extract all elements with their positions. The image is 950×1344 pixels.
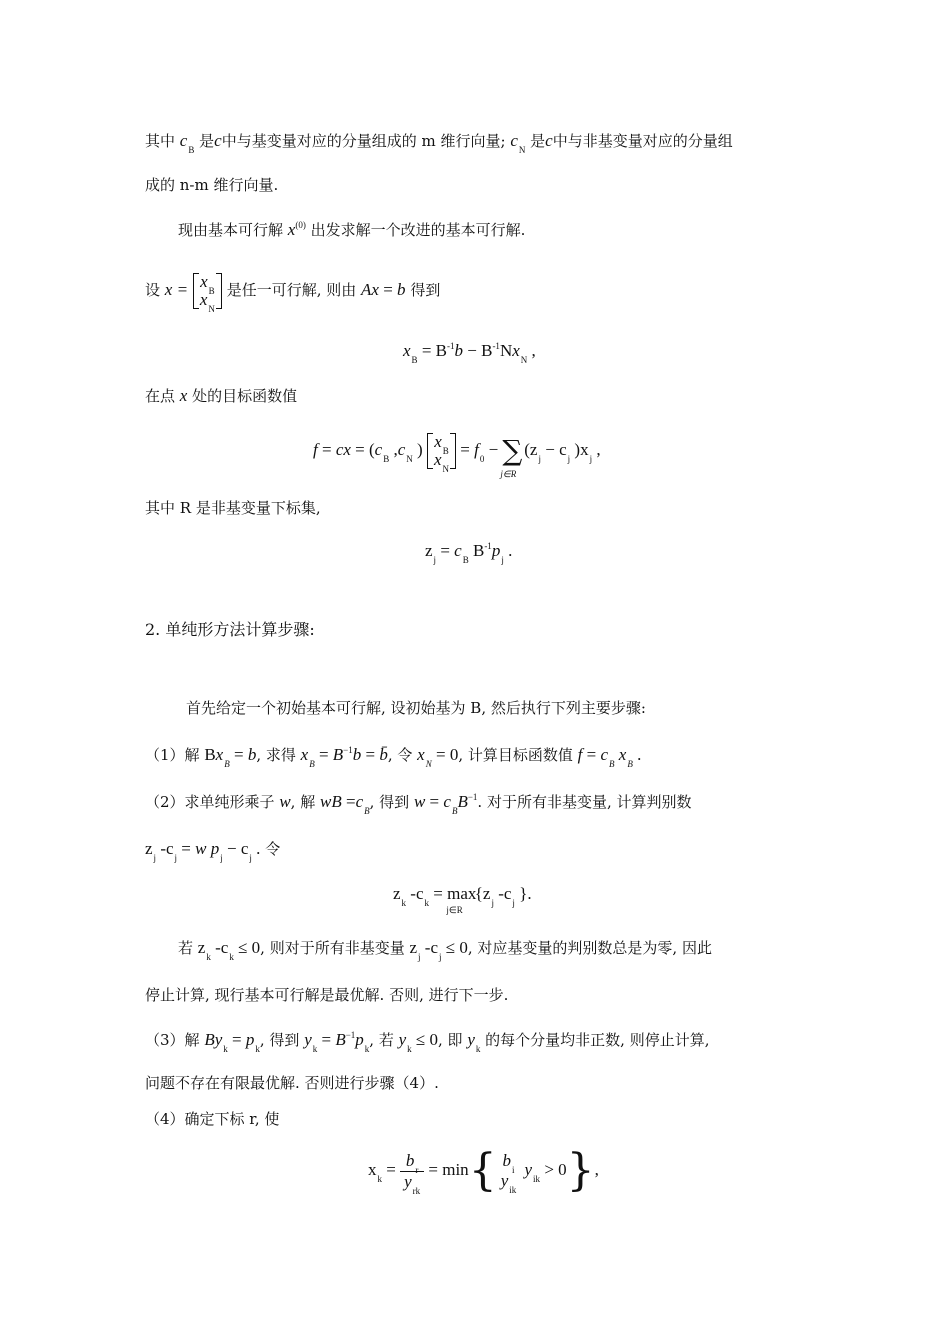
section-heading-simplex-steps: 2. 单纯形方法计算步骤:: [145, 620, 315, 639]
para-intro: 首先给定一个初始基本可行解, 设初始基为 B, 然后执行下列主要步骤:: [186, 699, 646, 717]
formula-x-eq: x =: [164, 280, 189, 299]
formula-w-cb-binv: $w = c_BB^{-1}$: [413, 792, 478, 816]
step-2-label: （2）求单纯形乘子: [145, 793, 275, 811]
step-1: [145, 745, 642, 769]
text-basic-zero: , 对应基变量的判别数总是为零, 因此: [467, 939, 712, 957]
text-compute-criterion: . 对于所有非基变量, 计算判别数: [477, 793, 692, 811]
formula-ratio-test: $x_k$ = $\frac{b_r}{y_{rk}}$ = min{ $b_i$ $y_{ik}$ $y_{ik} > 0$},: [368, 1145, 599, 1196]
para-unbounded: 问题不存在有限最优解. 否则进行步骤（4）.: [145, 1074, 439, 1092]
formula-zj: $z_j = c_B$ $B^{-1}p_j$ .: [425, 541, 513, 565]
formula-zj-cj: $z_j$ $-c_j = w$ $p_j - c_j$ .: [145, 839, 261, 863]
formula-byk-pk: $By_k = p_k$: [204, 1030, 260, 1054]
para-optimality: [178, 938, 712, 962]
formula-xn-zero: $x_N = 0$: [417, 745, 459, 769]
formula-zk-ck-le0: $z_k$ $-c_k \le 0$: [197, 938, 261, 962]
text-start-rest: 出发求解一个改进的基本可行解.: [310, 221, 526, 239]
text-all-nonbasic: , 则对于所有非基变量: [260, 939, 405, 957]
text-get: 得到: [410, 281, 441, 299]
para-stop-optimal: 停止计算, 现行基本可行解是最优解. 否则, 进行下一步.: [145, 986, 509, 1004]
text-at-point: 在点: [145, 387, 176, 405]
text-if-2: , 若: [369, 1031, 394, 1049]
step-3-label: （3）解: [145, 1031, 200, 1049]
para-objective-at-x: [145, 386, 297, 406]
formula-x0: $x^{(0)}$: [287, 220, 306, 239]
text-get-3: , 得到: [259, 1031, 300, 1049]
formula-w: w: [279, 792, 291, 811]
step-3: [145, 1030, 710, 1054]
sum-sign: ∑: [502, 434, 523, 467]
text-set: , 令: [387, 746, 413, 764]
formula-yk-binv-pk: $y_k = B^{-1}p_k$: [304, 1030, 370, 1054]
text-get-2: , 得到: [369, 793, 410, 811]
fraction-br-yrk: $\frac{b_r}{y_{rk}}$: [400, 1151, 424, 1192]
text-solve: , 解: [290, 793, 316, 811]
para-cn-definition-cont: 成的 n-m 维行向量.: [145, 176, 279, 194]
text-ling: 令: [265, 840, 281, 858]
formula-x-point: x: [179, 386, 188, 405]
formula-zj-cj-le0: $z_j$ $-c_j \le 0$: [409, 938, 468, 962]
text-let: 设: [145, 281, 161, 299]
text-if: 若: [178, 939, 194, 957]
text-feasible: 是任一可行解, 则由: [226, 281, 357, 299]
formula-objective-f: f = cx = ($c_B$ $,c_N$ ) $x_B$ $x_N = f_0 - \sum_{j\in R}(z_j - c_j$ )$x_j$ ,: [313, 432, 601, 479]
text-obtain: , 求得: [256, 746, 296, 764]
text-qizhong: 其中: [145, 132, 176, 150]
formula-xb-expression: $x_B = B^{-1}b - B^{-1}Nx_N$ ,: [403, 341, 536, 365]
text-shi: 是: [199, 132, 215, 150]
formula-zk-ck-max: $z_k$ $-c_k = \max_{j\in R}\{z_j$ $-c_j$ }.: [393, 884, 532, 915]
step-4: （4）确定下标 r, 使: [145, 1110, 280, 1128]
step-2: [145, 792, 692, 816]
formula-yk-le0: $y_k \le 0$: [398, 1030, 439, 1054]
text-start: 现由基本可行解: [178, 221, 284, 239]
formula-cb: $c_B$: [179, 131, 195, 155]
matrix-xb-xn-2: $x_B$ $x_N$: [427, 433, 456, 469]
formula-xb-binv-b: $x_B = B^{-1}b$ = b̄: [300, 745, 388, 769]
formula-yk: $y_k$: [467, 1030, 481, 1054]
text-compute-obj: , 计算目标函数值: [458, 746, 573, 764]
formula-bxb-b: $Bx_B = b$: [204, 745, 257, 769]
para-let-x: 设 $x = x_B$ $x_N$ 是任一可行解, 则由 Ax = b 得到: [145, 272, 441, 314]
para-r-nonbasic: 其中 R 是非基变量下标集,: [145, 499, 321, 517]
para-start-from-x0: [178, 220, 525, 240]
text-namely: , 即: [438, 1031, 463, 1049]
step-1-label: （1）解: [145, 746, 200, 764]
fraction-bi-yik: $b_i$ $y_{ik}$: [500, 1151, 517, 1196]
formula-f-cb-xb: $f = c_B$ $x_B$ .: [577, 745, 642, 769]
text-shi-2: 是: [530, 132, 546, 150]
text-cb-desc: 中与基变量对应的分量组成的 m 维行向量;: [221, 132, 506, 150]
step-2-criterion: [145, 839, 281, 863]
formula-cn: $c_N$: [510, 131, 526, 155]
formula-wb-cb: wB $=c_B$: [320, 792, 370, 816]
formula-ax-b: Ax: [361, 280, 379, 299]
text-nonpositive: 的每个分量均非正数, 则停止计算,: [485, 1031, 710, 1049]
text-objective-value: 处的目标函数值: [192, 387, 298, 405]
formula-c: c: [214, 131, 222, 150]
formula-c-2: c: [545, 131, 553, 150]
para-cb-definition: [145, 131, 733, 155]
text-cn-desc: 中与非基变量对应的分量组: [552, 132, 733, 150]
matrix-xb-xn: $x_B$ $x_N$: [193, 273, 222, 309]
